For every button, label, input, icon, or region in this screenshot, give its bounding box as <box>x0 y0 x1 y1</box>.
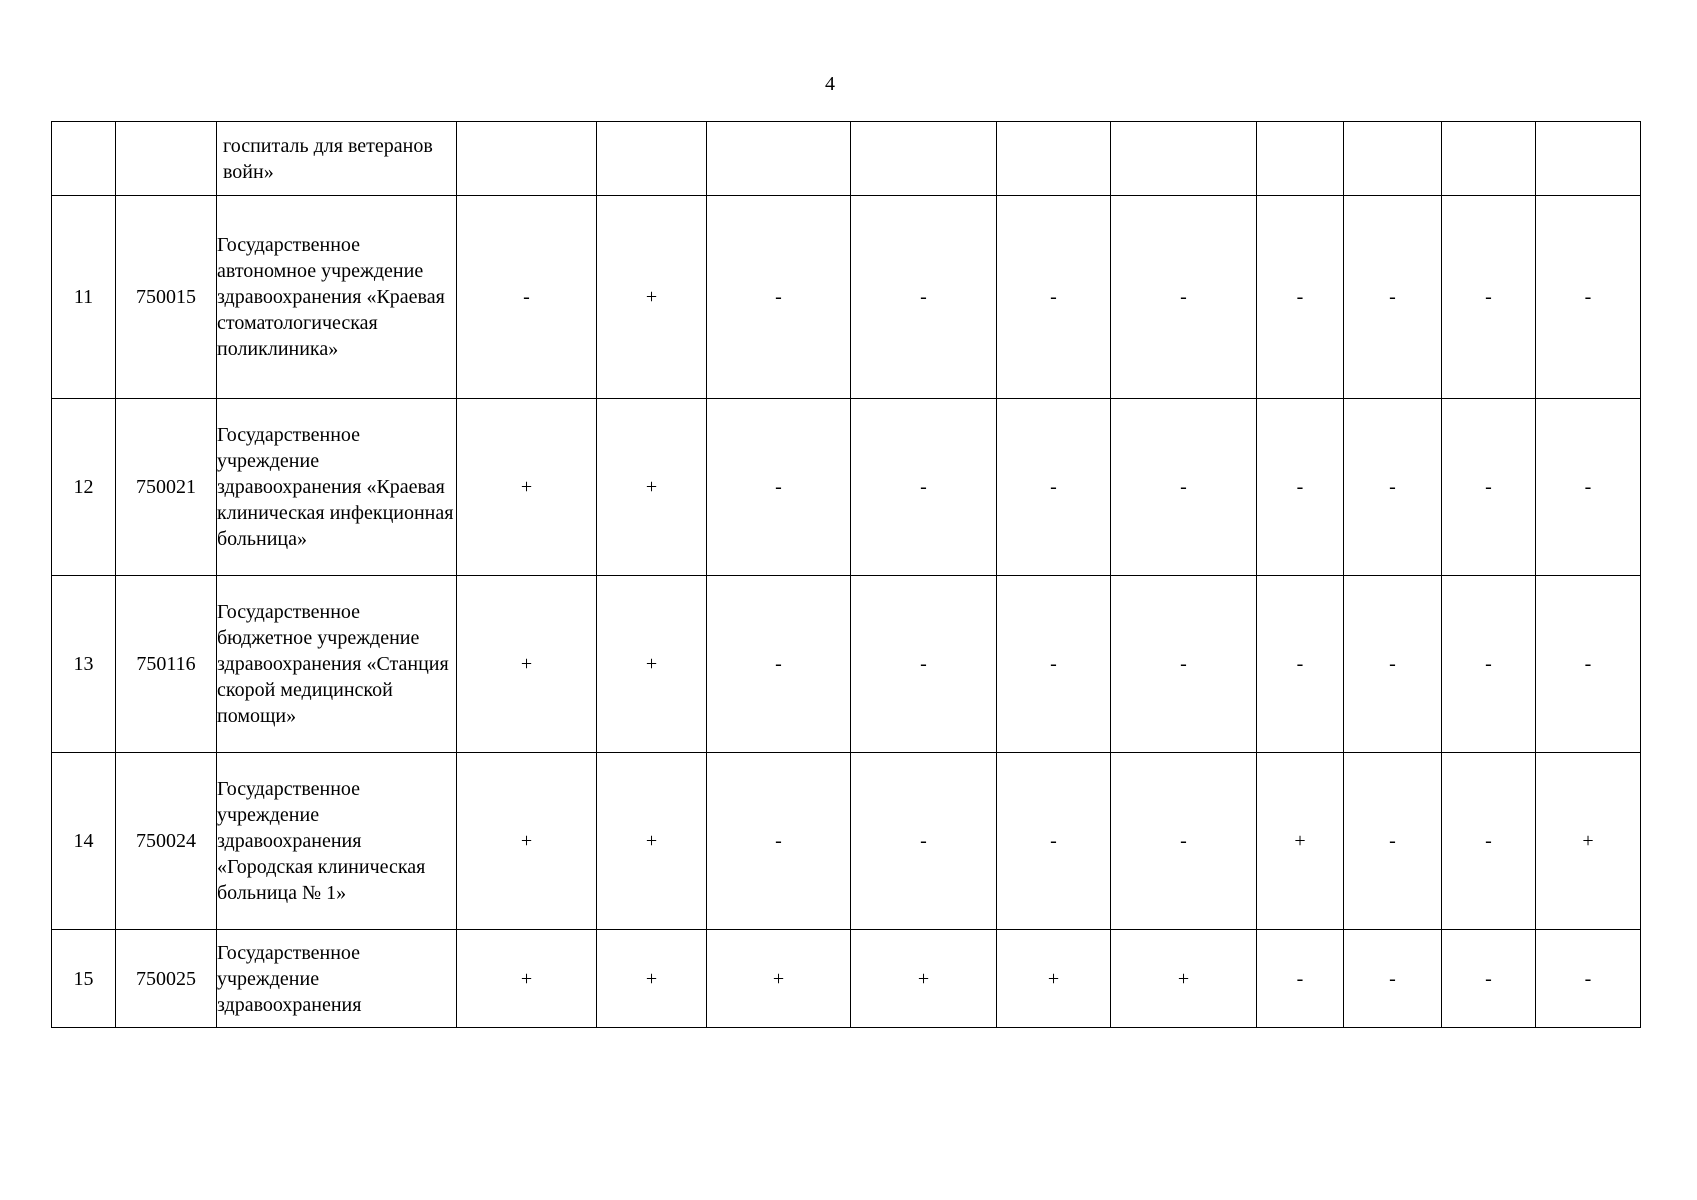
mark-cell-8: - <box>1344 196 1442 399</box>
row-code-cell: 750116 <box>116 576 217 753</box>
mark-cell-9: - <box>1442 576 1536 753</box>
institutions-table <box>51 121 1641 1028</box>
row-number-cell <box>52 122 116 196</box>
mark-cell-10 <box>1536 122 1641 196</box>
mark-cell-5: - <box>997 399 1111 576</box>
row-code-cell: 750015 <box>116 196 217 399</box>
mark-cell-7 <box>1257 122 1344 196</box>
mark-cell-4: - <box>851 576 997 753</box>
table-row <box>52 399 1641 576</box>
mark-cell-6: - <box>1111 399 1257 576</box>
mark-cell-10: - <box>1536 196 1641 399</box>
row-code-cell <box>116 122 217 196</box>
mark-cell-7: - <box>1257 576 1344 753</box>
mark-cell-4: - <box>851 399 997 576</box>
mark-cell-8: - <box>1344 576 1442 753</box>
mark-cell-4: + <box>851 930 997 1028</box>
mark-cell-7: + <box>1257 753 1344 930</box>
mark-cell-6: - <box>1111 576 1257 753</box>
row-code-cell: 750025 <box>116 930 217 1028</box>
mark-cell-6 <box>1111 122 1257 196</box>
mark-cell-2: + <box>597 930 707 1028</box>
table-row <box>52 576 1641 753</box>
mark-cell-4: - <box>851 753 997 930</box>
row-number-cell: 15 <box>52 930 116 1028</box>
page-number: 4 <box>825 73 835 95</box>
row-number-cell: 13 <box>52 576 116 753</box>
institution-name-cell <box>217 930 457 1028</box>
mark-cell-2 <box>597 122 707 196</box>
mark-cell-8: - <box>1344 753 1442 930</box>
institution-name-cell <box>217 576 457 753</box>
row-number-cell: 12 <box>52 399 116 576</box>
mark-cell-1: - <box>457 196 597 399</box>
mark-cell-7: - <box>1257 196 1344 399</box>
mark-cell-5: - <box>997 196 1111 399</box>
table-row <box>52 122 1641 196</box>
table-row <box>52 753 1641 930</box>
mark-cell-7: - <box>1257 399 1344 576</box>
mark-cell-1: + <box>457 399 597 576</box>
table-row <box>52 930 1641 1028</box>
institution-name: Государственное бюджетное учреждение здравоохранения «Станция скорой медицинской помощи» <box>217 601 449 727</box>
mark-cell-2: + <box>597 576 707 753</box>
mark-cell-9: - <box>1442 753 1536 930</box>
mark-cell-2: + <box>597 399 707 576</box>
mark-cell-8: - <box>1344 930 1442 1028</box>
institution-name-cell <box>217 753 457 930</box>
mark-cell-5: - <box>997 576 1111 753</box>
mark-cell-3 <box>707 122 851 196</box>
mark-cell-10: + <box>1536 753 1641 930</box>
mark-cell-9 <box>1442 122 1536 196</box>
row-code-cell: 750024 <box>116 753 217 930</box>
mark-cell-3: - <box>707 576 851 753</box>
mark-cell-6: - <box>1111 753 1257 930</box>
mark-cell-1: + <box>457 930 597 1028</box>
mark-cell-7: - <box>1257 930 1344 1028</box>
institution-name: Государственное учреждение здравоохранения «Краевая клиническая инфекционная больница» <box>217 424 454 550</box>
mark-cell-3: - <box>707 753 851 930</box>
mark-cell-10: - <box>1536 930 1641 1028</box>
mark-cell-5 <box>997 122 1111 196</box>
mark-cell-3: + <box>707 930 851 1028</box>
mark-cell-6: - <box>1111 196 1257 399</box>
mark-cell-4: - <box>851 196 997 399</box>
mark-cell-10: - <box>1536 576 1641 753</box>
row-number-cell: 14 <box>52 753 116 930</box>
mark-cell-10: - <box>1536 399 1641 576</box>
institution-name: Государственное автономное учреждение здравоохранения «Краевая стоматологическая поликлиника» <box>217 234 445 360</box>
mark-cell-9: - <box>1442 930 1536 1028</box>
mark-cell-4 <box>851 122 997 196</box>
mark-cell-9: - <box>1442 196 1536 399</box>
institution-name-cell <box>217 122 457 196</box>
table-row <box>52 196 1641 399</box>
mark-cell-1 <box>457 122 597 196</box>
mark-cell-1: + <box>457 576 597 753</box>
institution-name-cell <box>217 196 457 399</box>
mark-cell-5: + <box>997 930 1111 1028</box>
mark-cell-3: - <box>707 399 851 576</box>
row-code-cell: 750021 <box>116 399 217 576</box>
row-number-cell: 11 <box>52 196 116 399</box>
mark-cell-8 <box>1344 122 1442 196</box>
mark-cell-1: + <box>457 753 597 930</box>
mark-cell-2: + <box>597 196 707 399</box>
mark-cell-3: - <box>707 196 851 399</box>
institution-name-cell <box>217 399 457 576</box>
mark-cell-2: + <box>597 753 707 930</box>
institution-name: Государственное учреждение здравоохранения <box>217 941 362 1016</box>
institution-name: госпиталь для ветеранов войн» <box>223 134 433 183</box>
mark-cell-5: - <box>997 753 1111 930</box>
institution-name: Государственное учреждение здравоохранения «Городская клиническая больница № 1» <box>217 778 426 904</box>
mark-cell-8: - <box>1344 399 1442 576</box>
mark-cell-9: - <box>1442 399 1536 576</box>
mark-cell-6: + <box>1111 930 1257 1028</box>
